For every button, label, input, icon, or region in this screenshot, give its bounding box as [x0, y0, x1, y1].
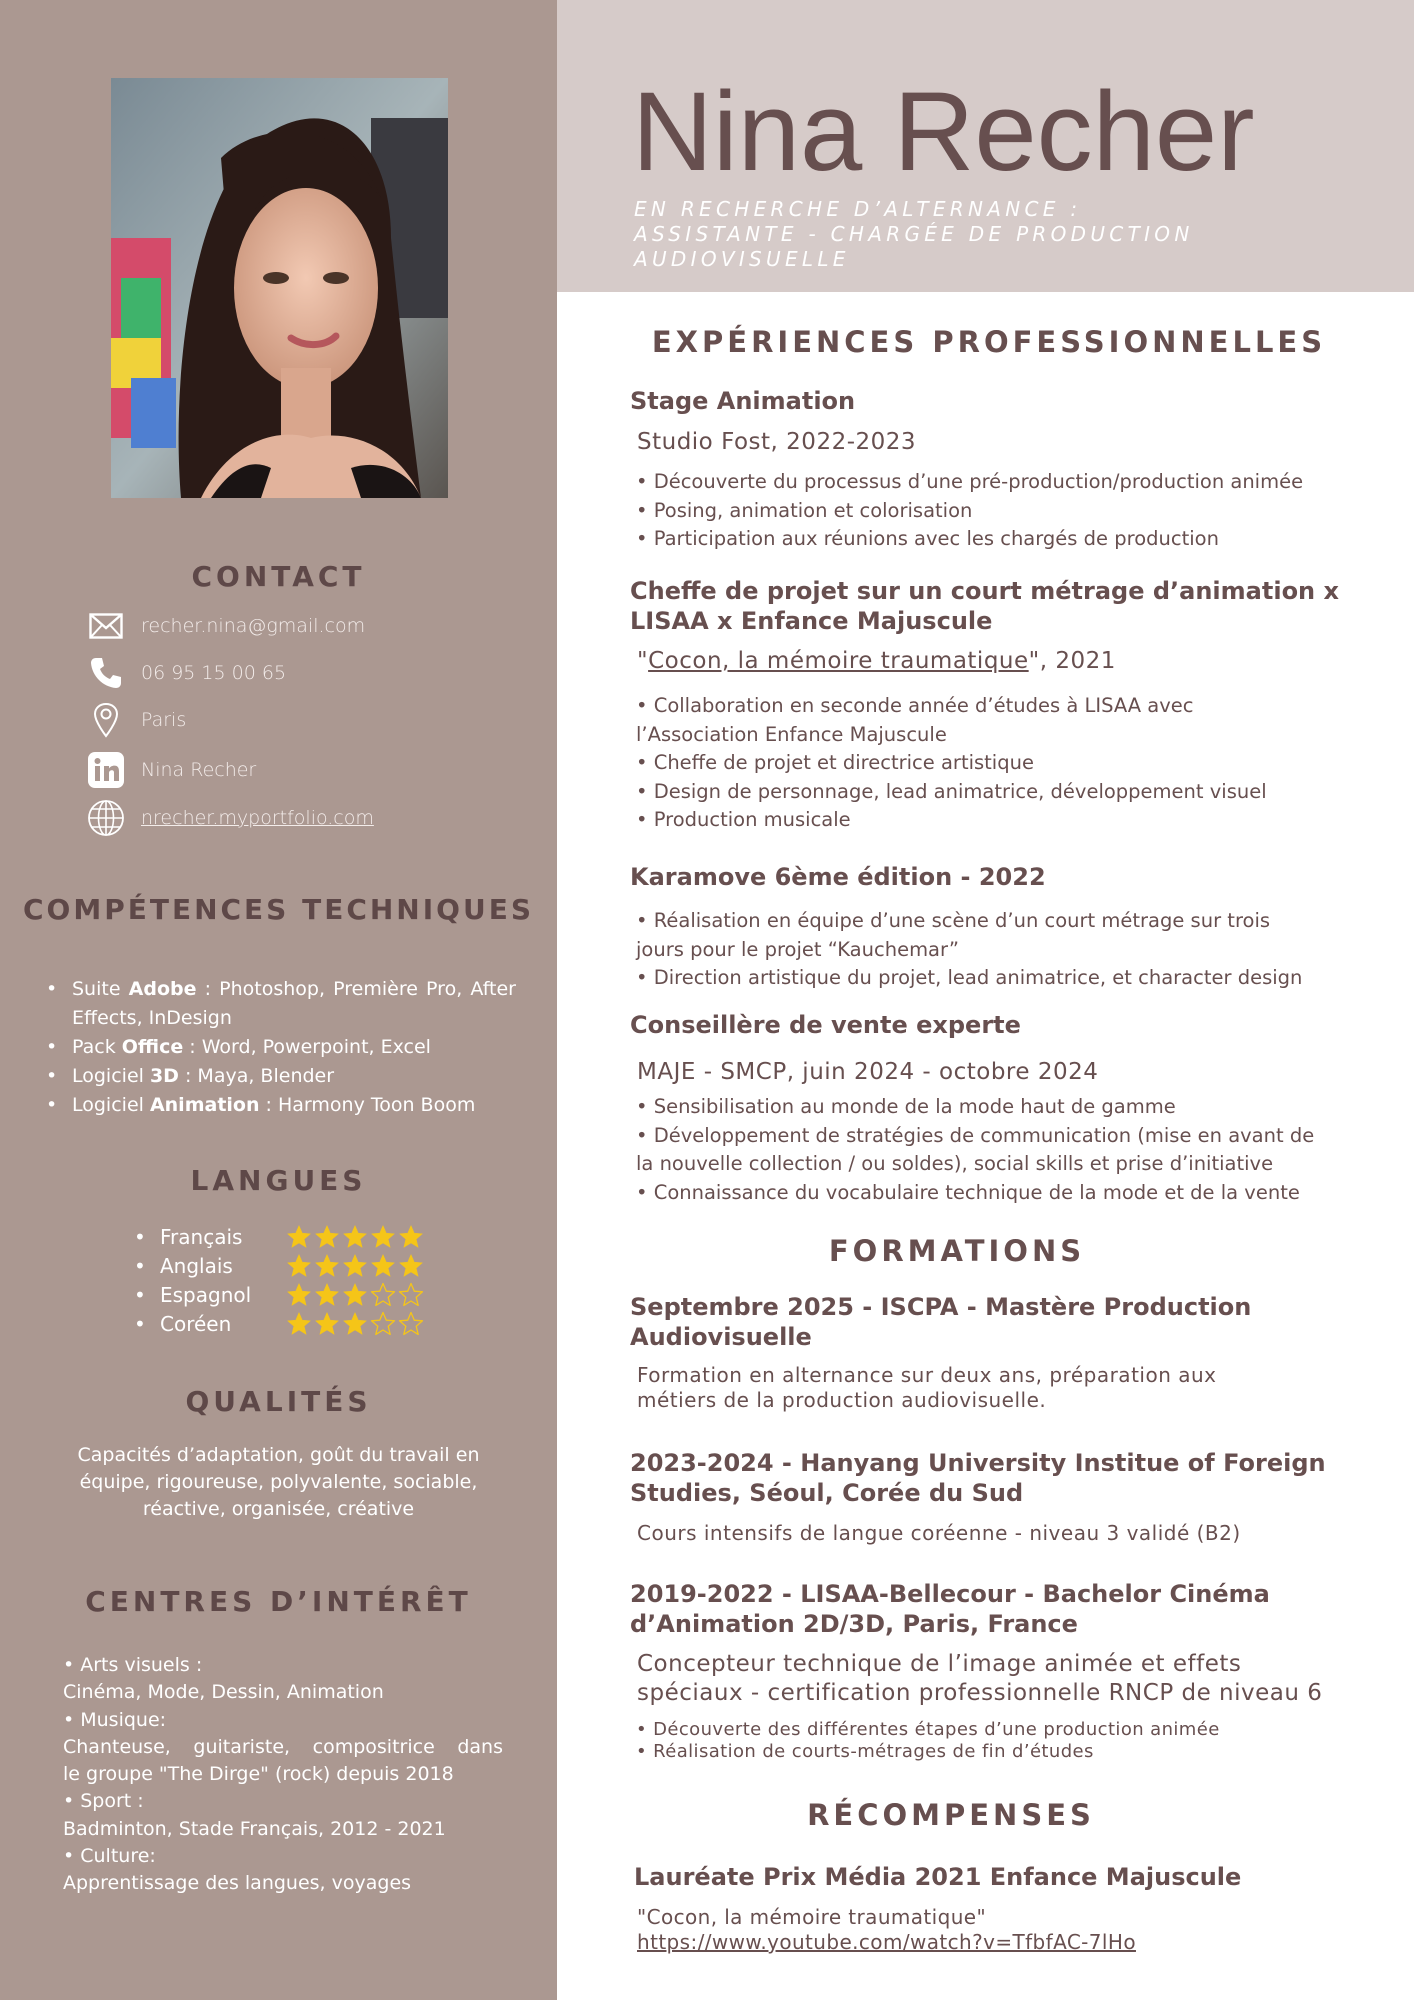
job-bullets: [636, 468, 1303, 554]
profile-photo: [111, 78, 448, 498]
skill-item: • Logiciel Animation : Harmony Toon Boom: [46, 1091, 516, 1120]
formation-title-line: Studies, Séoul, Corée du Sud: [630, 1479, 1024, 1507]
bullet-line: la nouvelle collection / ou soldes), social skills et prise d’initiative: [636, 1152, 1274, 1175]
sidebar: [0, 0, 557, 2000]
job-company: MAJE - SMCP, juin 2024 - octobre 2024: [637, 1059, 1099, 1085]
star-filled-icon: [398, 1253, 424, 1279]
bullet-line: • Développement de stratégies de communication (mise en avant de: [636, 1123, 1315, 1147]
star-filled-icon: [286, 1311, 312, 1337]
language-item: [134, 1222, 454, 1251]
star-filled-icon: [314, 1253, 340, 1279]
bullet-line: • Connaissance du vocabulaire technique de la mode et de la vente: [636, 1180, 1300, 1204]
skill-item: • Logiciel 3D : Maya, Blender: [46, 1062, 516, 1091]
bullet-line: • Design de personnage, lead animatrice, développement visuel: [636, 779, 1267, 803]
award-project: "Cocon, la mémoire traumatique": [637, 1905, 987, 1929]
star-filled-icon: [398, 1224, 424, 1250]
interest-line: Apprentissage des langues, voyages: [63, 1872, 412, 1895]
interest-line: • Arts visuels :: [63, 1654, 203, 1676]
award-video-link[interactable]: https://www.youtube.com/watch?v=TfbfAC-7lHo: [637, 1930, 1136, 1954]
star-rating: [286, 1311, 424, 1337]
star-filled-icon: [314, 1282, 340, 1308]
linkedin-text: Nina Recher: [141, 759, 257, 781]
formation-title-line: 2023-2024 - Hanyang University Institue of Foreign: [630, 1449, 1326, 1477]
star-filled-icon: [370, 1224, 396, 1250]
language-name: • Français: [160, 1224, 243, 1249]
contact-heading: CONTACT: [191, 560, 366, 593]
bullet-line: • Direction artistique du projet, lead animatrice, et character design: [636, 966, 1303, 989]
formation-desc-line: métiers de la production audiovisuelle.: [637, 1388, 1047, 1412]
bullet-line: • Participation aux réunions avec les chargés de production: [636, 527, 1219, 550]
star-filled-icon: [342, 1253, 368, 1279]
job-title: Conseillère de vente experte: [630, 1011, 1021, 1039]
formation-desc-line: Formation en alternance sur deux ans, préparation aux: [637, 1363, 1217, 1387]
location-pin-icon: [86, 702, 126, 738]
linkedin-icon: [86, 752, 126, 788]
language-name: • Coréen: [160, 1311, 232, 1336]
formations-heading: FORMATIONS: [828, 1234, 1086, 1268]
star-empty-icon: [398, 1311, 424, 1337]
star-filled-icon: [286, 1253, 312, 1279]
interest-line: Cinéma, Mode, Dessin, Animation: [63, 1681, 384, 1704]
job-bullets: [636, 692, 1267, 835]
job-project: "Cocon, la mémoire traumatique", 2021: [637, 648, 1116, 674]
interests-heading: CENTRES D’INTÉRÊT: [85, 1585, 472, 1618]
job-bullets: [636, 1093, 1314, 1207]
language-name: • Espagnol: [160, 1282, 252, 1307]
contact-phone[interactable]: [86, 655, 286, 691]
star-empty-icon: [398, 1282, 424, 1308]
qualities-text: [55, 1442, 502, 1523]
job-title-line: LISAA x Enfance Majuscule: [630, 607, 993, 635]
star-empty-icon: [370, 1282, 396, 1308]
star-filled-icon: [286, 1224, 312, 1250]
contact-linkedin[interactable]: [86, 752, 256, 788]
star-filled-icon: [314, 1224, 340, 1250]
website-link[interactable]: nrecher.myportfolio.com: [141, 807, 374, 829]
email-text: recher.nina@gmail.com: [141, 615, 366, 637]
formation-desc-line: spéciaux - certification professionnelle RNCP de niveau 6: [637, 1680, 1323, 1706]
interest-line: Chanteuse, guitariste, compositrice dans: [63, 1735, 503, 1758]
languages-list: [134, 1222, 454, 1338]
skills-list: [46, 975, 516, 1120]
bullet-line: • Collaboration en seconde année d’études à LISAA avec: [636, 694, 1194, 717]
star-empty-icon: [370, 1311, 396, 1337]
job-title-line: Cheffe de projet sur un court métrage d’animation x: [630, 577, 1339, 605]
star-filled-icon: [342, 1224, 368, 1250]
mail-icon: [86, 608, 126, 644]
bullet-line: • Posing, animation et colorisation: [636, 498, 973, 522]
globe-icon: [86, 800, 126, 836]
job-target-line: AUDIOVISUELLE: [634, 247, 850, 271]
interest-line: • Sport :: [63, 1790, 144, 1813]
bullet-line: • Réalisation en équipe d’une scène d’un court métrage sur trois: [636, 909, 1271, 932]
interest-line: Badminton, Stade Français, 2012 - 2021: [63, 1817, 446, 1840]
language-item: [134, 1280, 454, 1309]
experience-heading: EXPÉRIENCES PROFESSIONNELLES: [651, 325, 1327, 359]
job-target-line: EN RECHERCHE D’ALTERNANCE :: [634, 197, 1082, 221]
star-filled-icon: [342, 1282, 368, 1308]
candidate-name: Nina Recher: [632, 69, 1255, 194]
formation-desc: [637, 1363, 1217, 1413]
bullet-line: l’Association Enfance Majuscule: [636, 722, 947, 746]
job-bullets: [636, 907, 1302, 993]
bullet-line: • Cheffe de projet et directrice artistique: [636, 751, 1034, 774]
bullet-line: • Découverte des différentes étapes d’une production animée: [636, 1719, 1220, 1740]
job-title: [630, 576, 1339, 636]
languages-heading: LANGUES: [190, 1164, 367, 1197]
formation-title: [630, 1448, 1326, 1508]
interest-line: • Culture:: [63, 1845, 156, 1868]
job-title: Karamove 6ème édition - 2022: [630, 863, 1046, 891]
contact-location: [86, 702, 186, 738]
qualities-heading: QUALITÉS: [185, 1385, 372, 1418]
job-target: [634, 197, 1234, 272]
project-link[interactable]: Cocon, la mémoire traumatique: [648, 648, 1029, 674]
formation-desc-line: Concepteur technique de l’image animée et effets: [637, 1651, 1242, 1677]
interest-line: • Musique:: [63, 1708, 167, 1731]
phone-text: 06 95 15 00 65: [141, 662, 287, 684]
qualities-line: Capacités d’adaptation, goût du travail en: [77, 1444, 480, 1466]
star-filled-icon: [342, 1311, 368, 1337]
interest-line: le groupe "The Dirge" (rock) depuis 2018: [63, 1763, 454, 1786]
star-filled-icon: [370, 1253, 396, 1279]
location-text: Paris: [141, 709, 187, 731]
formation-title: [630, 1292, 1251, 1352]
skills-heading: COMPÉTENCES TECHNIQUES: [22, 893, 534, 926]
formation-title-line: Audiovisuelle: [630, 1323, 812, 1351]
star-filled-icon: [314, 1311, 340, 1337]
formation-title: [630, 1579, 1270, 1639]
language-item: [134, 1251, 454, 1280]
interests-text: [63, 1652, 503, 1898]
job-title: Stage Animation: [630, 387, 856, 415]
formation-title-line: Septembre 2025 - ISCPA - Mastère Production: [630, 1293, 1252, 1321]
qualities-line: réactive, organisée, créative: [142, 1498, 415, 1520]
formation-desc: Cours intensifs de langue coréenne - niveau 3 validé (B2): [637, 1521, 1241, 1545]
star-rating: [286, 1253, 424, 1279]
award-title: Lauréate Prix Média 2021 Enfance Majuscule: [634, 1863, 1242, 1891]
bullet-line: • Découverte du processus d’une pré-production/production animée: [636, 470, 1304, 493]
bullet-line: • Réalisation de courts-métrages de fin d’études: [636, 1741, 1094, 1762]
bullet-line: • Sensibilisation au monde de la mode haut de gamme: [636, 1095, 1176, 1118]
formation-title-line: 2019-2022 - LISAA-Bellecour - Bachelor Cinéma: [630, 1580, 1270, 1608]
contact-website[interactable]: [86, 800, 374, 836]
contact-email[interactable]: [86, 608, 365, 644]
formation-desc: [637, 1650, 1322, 1708]
phone-icon: [86, 655, 126, 691]
bullet-line: jours pour le projet “Kauchemar”: [636, 937, 959, 961]
language-name: • Anglais: [160, 1253, 233, 1278]
language-item: [134, 1309, 454, 1338]
star-rating: [286, 1282, 424, 1308]
skill-item: • Pack Office : Word, Powerpoint, Excel: [46, 1033, 516, 1062]
star-rating: [286, 1224, 424, 1250]
formation-title-line: d’Animation 2D/3D, Paris, France: [630, 1610, 1078, 1638]
header-banner: [557, 0, 1414, 292]
awards-heading: RÉCOMPENSES: [807, 1798, 1095, 1832]
star-filled-icon: [286, 1282, 312, 1308]
formation-bullets: [636, 1719, 1220, 1763]
skill-item: • Suite Adobe : Photoshop, Première Pro, After Effects, InDesign: [46, 975, 516, 1033]
job-target-line: ASSISTANTE - CHARGÉE DE PRODUCTION: [634, 222, 1194, 246]
job-company: Studio Fost, 2022-2023: [637, 429, 917, 455]
bullet-line: • Production musicale: [636, 808, 851, 831]
qualities-line: équipe, rigoureuse, polyvalente, sociable,: [79, 1471, 478, 1493]
